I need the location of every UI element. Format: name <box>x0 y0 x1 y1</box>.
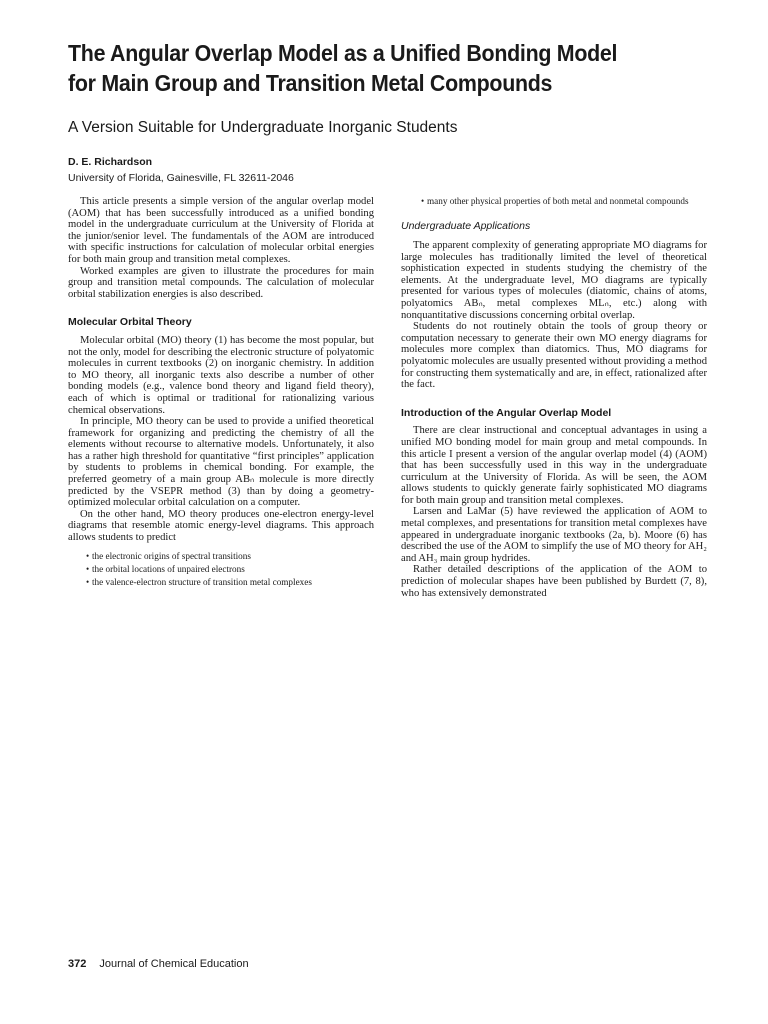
page-footer <box>68 958 249 970</box>
undergrad-paragraph-2: Students do not routinely obtain the tools of group theory or computation necessary to generate their own MO energy diagrams for molecules more complex than diatomics. Thus, MO diagrams for polyatomic molecules are usually presented without providing a method for constructing them systematically and are, in effect, rationalized after the fact. <box>401 321 707 391</box>
intro-paragraph-2: Larsen and LaMar (5) have reviewed the application of AOM to metal complexes, and presentations for transition metal complexes have appeared in undergraduate inorganic textbooks (2a, b). Moore (6) has described the use of the AOM to simplify the use of MO theory for AH₂ and AH₃ main group hydrides. <box>401 506 707 564</box>
title-line-2: for Main Group and Transition Metal Compounds <box>68 70 553 96</box>
article-title <box>68 38 682 98</box>
journal-name: Journal of Chemical Education <box>99 958 249 970</box>
section-heading-mo-theory: Molecular Orbital Theory <box>68 316 192 329</box>
mo-paragraph-1: Molecular orbital (MO) theory (1) has become the most popular, but not the only, model for describing the electronic structure of polyatomic molecules in current textbooks (2) on inorganic chemistry. In addition to MO theory, all inorganic texts also describe a number of other bonding models (e.g., valence bond theory and ligand field theory), each of which is optimal or traditional for rationalizing various chemical observations. <box>68 334 374 416</box>
section-heading-aom-intro: Introduction of the Angular Overlap Model <box>401 406 612 419</box>
right-column <box>401 196 707 599</box>
list-item: • the electronic origins of spectral transitions <box>68 551 374 562</box>
abstract-paragraph-1: This article presents a simple version of the angular overlap model (AOM) that has been successfully introduced as a unified bonding model in the undergraduate curriculum at the University of Florida at the junior/senior level. The fundamentals of the AOM are introduced with specific instructions for calculation of molecular orbital energies for both main group and transition metal complexes. <box>68 196 374 265</box>
intro-paragraph-3: Rather detailed descriptions of the application of the AOM to prediction of molecular shapes have been published by Burdett (7, 8), who has extensively demonstrated <box>401 564 707 599</box>
title-line-1: The Angular Overlap Model as a Unified Bonding Model <box>68 40 618 66</box>
author-affiliation: University of Florida, Gainesville, FL 32611-2046 <box>68 172 294 184</box>
mo-paragraph-2: In principle, MO theory can be used to provide a unified theoretical framework for organizing and predicting the chemistry of all the elements without recourse to alternative models. Unfortunately, it also has a rather high threshold for quantitative “first principles” application by students to problems in chemical bonding. For example, the preferred geometry of a main group ABₙ molecule is more directly predicted by the VSEPR method (3) than by doing a geometry-optimized molecular orbital calculation on a computer. <box>68 416 374 509</box>
prediction-list-continued <box>401 196 707 207</box>
list-item: • the orbital locations of unpaired electrons <box>68 564 374 575</box>
undergrad-paragraph-1: The apparent complexity of generating appropriate MO diagrams for large molecules has traditionally limited the level of theoretical sophistication expected in students studying the chemistry of the elements. At the undergraduate level, MO diagrams are typically presented for various types of molecules (diatomic, chains of atoms, polyatomics ABₙ, metal complexes MLₙ, etc.) along with nonquantitative discussions concerning orbital overlap. <box>401 240 707 321</box>
article-subtitle: A Version Suitable for Undergraduate Inorganic Students <box>68 119 458 136</box>
subsection-heading-undergraduate: Undergraduate Applications <box>401 220 531 233</box>
list-item: • many other physical properties of both metal and nonmetal compounds <box>401 196 707 207</box>
page-number: 372 <box>68 958 87 970</box>
abstract-paragraph-2: Worked examples are given to illustrate the procedures for main group and transition metal compounds. The calculation of molecular orbital stabilization energies is also described. <box>68 265 374 300</box>
mo-paragraph-3: On the other hand, MO theory produces one-electron energy-level diagrams that resemble atomic energy-level diagrams. This approach allows students to predict <box>68 508 374 544</box>
intro-paragraph-1: There are clear instructional and conceptual advantages in using a unified MO bonding model for main group and metal compounds. In this article I present a version of the angular overlap model (4) (AOM) that has been successfully used in this way in the undergraduate curriculum at the University of Florida. As will be seen, the AOM allows students to quickly generate fairly sophisticated MO diagrams for both main group and transition metal complexes. <box>401 425 707 506</box>
left-column <box>68 196 374 591</box>
list-item: • the valence-electron structure of transition metal complexes <box>68 577 374 588</box>
prediction-list <box>68 551 374 589</box>
author-name: D. E. Richardson <box>68 156 153 168</box>
